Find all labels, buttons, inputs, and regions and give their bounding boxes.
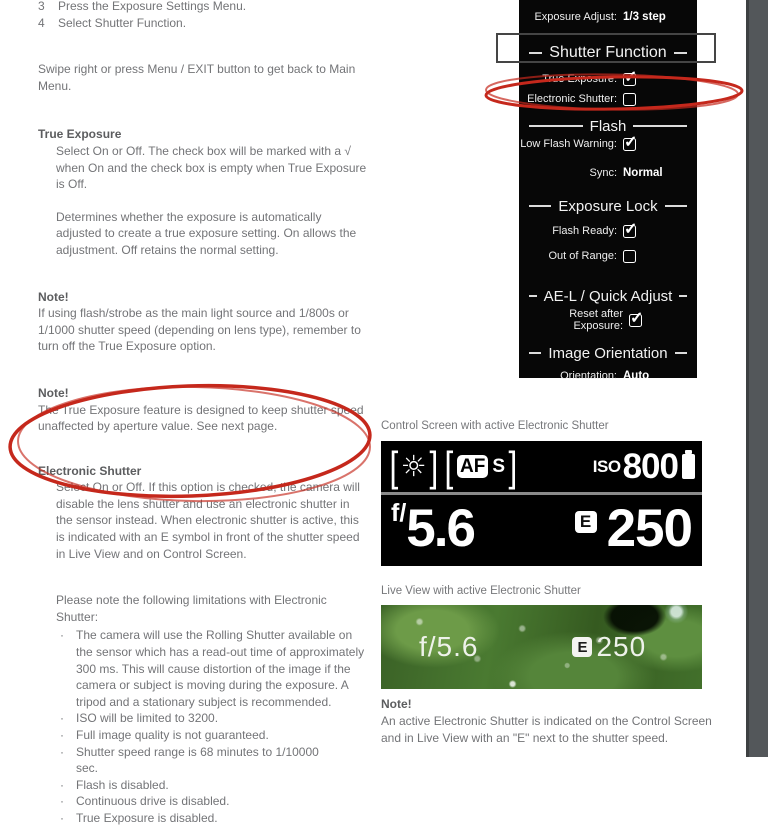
autofocus-mode-indicator	[457, 455, 507, 478]
checkbox-checked	[623, 225, 636, 238]
shutter-function-selection-box	[496, 33, 716, 63]
bullet-icon: ·	[60, 711, 64, 726]
electronic-shutter-heading: Electronic Shutter	[38, 463, 142, 478]
iso-value: 800	[622, 446, 678, 486]
step-number: 3	[38, 0, 45, 13]
setting-label: Reset after Exposure:	[569, 308, 623, 332]
menu-row-out-of-range	[519, 248, 697, 264]
setting-value: Auto	[623, 370, 650, 382]
note-heading: Note!	[38, 289, 69, 304]
note-text: The True Exposure feature is designed to keep shutter speed unaffected by aperture value. See next page.	[38, 402, 364, 434]
electronic-shutter-para: Select On or Off. If this option is checked, the camera will disable the lens shutter and use an electronic shutter in the sensor instead. When electronic shutter is active, this is indicated with an E symbol in front of the shutter speed in Live View and on Control Screen.	[56, 480, 360, 561]
menu-row-flash-ready	[519, 223, 697, 239]
list-item: · Continuous drive is disabled.	[56, 793, 370, 810]
bullet-icon: ·	[60, 628, 64, 643]
note-text: An active Electronic Shutter is indicated on the Control Screen and in Live View with an "E" next to the shutter speed.	[381, 714, 712, 745]
live-view-image	[381, 605, 702, 689]
limitations-intro: Please note the following limitations with Electronic Shutter:	[56, 593, 327, 624]
bracket-icon: [	[444, 442, 454, 490]
iso-indicator	[593, 447, 695, 487]
menu-row-exposure-adjust	[519, 9, 697, 25]
menu-row-true-exposure	[519, 71, 697, 87]
section-header-exposure-lock: Exposure Lock	[519, 196, 697, 216]
setting-label: Exposure Adjust:	[534, 11, 617, 23]
menu-row-reset-after-exposure	[519, 308, 697, 332]
menu-row-low-flash-warning	[519, 136, 697, 152]
setting-label: Low Flash Warning:	[520, 138, 617, 150]
header-rule	[529, 352, 541, 354]
bullet-icon: ·	[60, 777, 64, 792]
aperture-prefix: f/	[391, 499, 407, 527]
section-header-image-orientation: Image Orientation	[519, 343, 697, 363]
checkbox-unchecked	[623, 93, 636, 106]
header-rule	[679, 295, 687, 297]
list-item: · Shutter speed range is 68 minutes to 1/10000 sec.	[56, 744, 370, 777]
aperture-overlay: f/5.6	[419, 631, 479, 662]
menu-row-orientation	[519, 368, 697, 384]
setting-label: Sync:	[589, 167, 617, 179]
step-text: Select Shutter Function.	[58, 15, 187, 30]
control-screen-caption: Control Screen with active Electronic Shutter	[381, 420, 609, 432]
list-item: · Full image quality is not guaranteed.	[56, 727, 370, 744]
checkbox-checked	[623, 138, 636, 151]
bracket-icon: ]	[429, 442, 438, 490]
checkbox-checked	[629, 314, 642, 327]
checkbox-checked	[623, 73, 636, 86]
bracket-icon: ]	[508, 442, 518, 490]
setting-label: Out of Range:	[548, 250, 617, 262]
bullet-icon: ·	[60, 810, 64, 825]
true-exposure-para-2: Determines whether the exposure is automatically adjusted to create a true exposure setting. On allows the adjustment. Off retains the normal setting.	[56, 209, 357, 257]
bracket-icon: [	[389, 442, 399, 490]
setting-label: Flash Ready:	[552, 225, 617, 237]
bottom-note	[381, 696, 717, 747]
header-rule	[665, 205, 687, 207]
limitations-list	[38, 627, 370, 826]
setting-value: 1/3 step	[623, 11, 666, 23]
header-rule	[529, 205, 551, 207]
brightness-sun-icon: ☼	[400, 449, 427, 483]
header-rule	[529, 295, 537, 297]
menu-row-electronic-shutter	[519, 91, 697, 107]
bullet-icon: ·	[60, 728, 64, 742]
section-header-flash: Flash	[519, 116, 697, 136]
list-item: · ISO will be limited to 3200.	[56, 710, 370, 727]
note-text: If using flash/strobe as the main light source and 1/800s or 1/1000 shutter speed (depending on lens type), remember to turn off the True Exposure option.	[38, 306, 361, 354]
section-header-shutter-function: Shutter Function	[519, 43, 697, 63]
note-heading: Note!	[38, 385, 69, 400]
setting-label: Electronic Shutter:	[527, 93, 617, 105]
true-exposure-heading: True Exposure	[38, 127, 122, 142]
viewer-background-strip	[746, 0, 768, 757]
live-view-caption: Live View with active Electronic Shutter	[381, 585, 581, 597]
battery-icon	[682, 454, 695, 479]
list-item: · The camera will use the Rolling Shutter available on the sensor which has a read-out time of approximately 300 ms. This will cause distortion of the image if the camera or subject is moving during the exposure. A tripod and a stationary subject is recommended.	[56, 627, 370, 710]
swipe-paragraph: Swipe right or press Menu / EXIT button to get back to Main Menu.	[38, 62, 356, 93]
control-screen-bottom-row	[381, 495, 702, 563]
list-item: · True Exposure is disabled.	[56, 810, 370, 827]
bullet-icon: ·	[60, 794, 64, 809]
shutter-speed-value: 250	[606, 499, 692, 558]
true-exposure-para-1: Select On or Off. The check box will be marked with a √ when On and the check box is empty when True Exposure is Off.	[56, 143, 367, 192]
step-number: 4	[38, 15, 45, 30]
iso-label: ISO	[592, 456, 621, 476]
af-badge-icon: AF	[457, 455, 488, 478]
electronic-shutter-e-icon: E	[572, 637, 592, 657]
aperture-value: 5.6	[406, 499, 474, 558]
menu-row-sync	[519, 165, 697, 181]
step-4	[38, 15, 370, 32]
bullet-icon: ·	[60, 744, 64, 759]
step-3	[38, 0, 370, 15]
af-mode-letter: S	[492, 455, 506, 477]
header-rule	[633, 125, 687, 127]
control-screen-display	[381, 441, 702, 566]
setting-label: True Exposure:	[542, 73, 617, 85]
list-item: · Flash is disabled.	[56, 777, 370, 794]
checkbox-unchecked	[623, 250, 636, 263]
header-rule	[529, 125, 583, 127]
shutter-speed-overlay: 250	[596, 631, 647, 662]
setting-value: Normal	[623, 167, 663, 179]
setting-label: Orientation:	[560, 370, 617, 382]
manual-text-column	[38, 0, 370, 827]
control-screen-top-row	[381, 441, 702, 495]
step-text: Press the Exposure Settings Menu.	[58, 0, 247, 13]
header-rule	[675, 352, 687, 354]
electronic-shutter-e-icon: E	[575, 511, 597, 533]
note-heading: Note!	[381, 697, 412, 711]
section-header-ael-quick-adjust: AE-L / Quick Adjust	[519, 286, 697, 306]
